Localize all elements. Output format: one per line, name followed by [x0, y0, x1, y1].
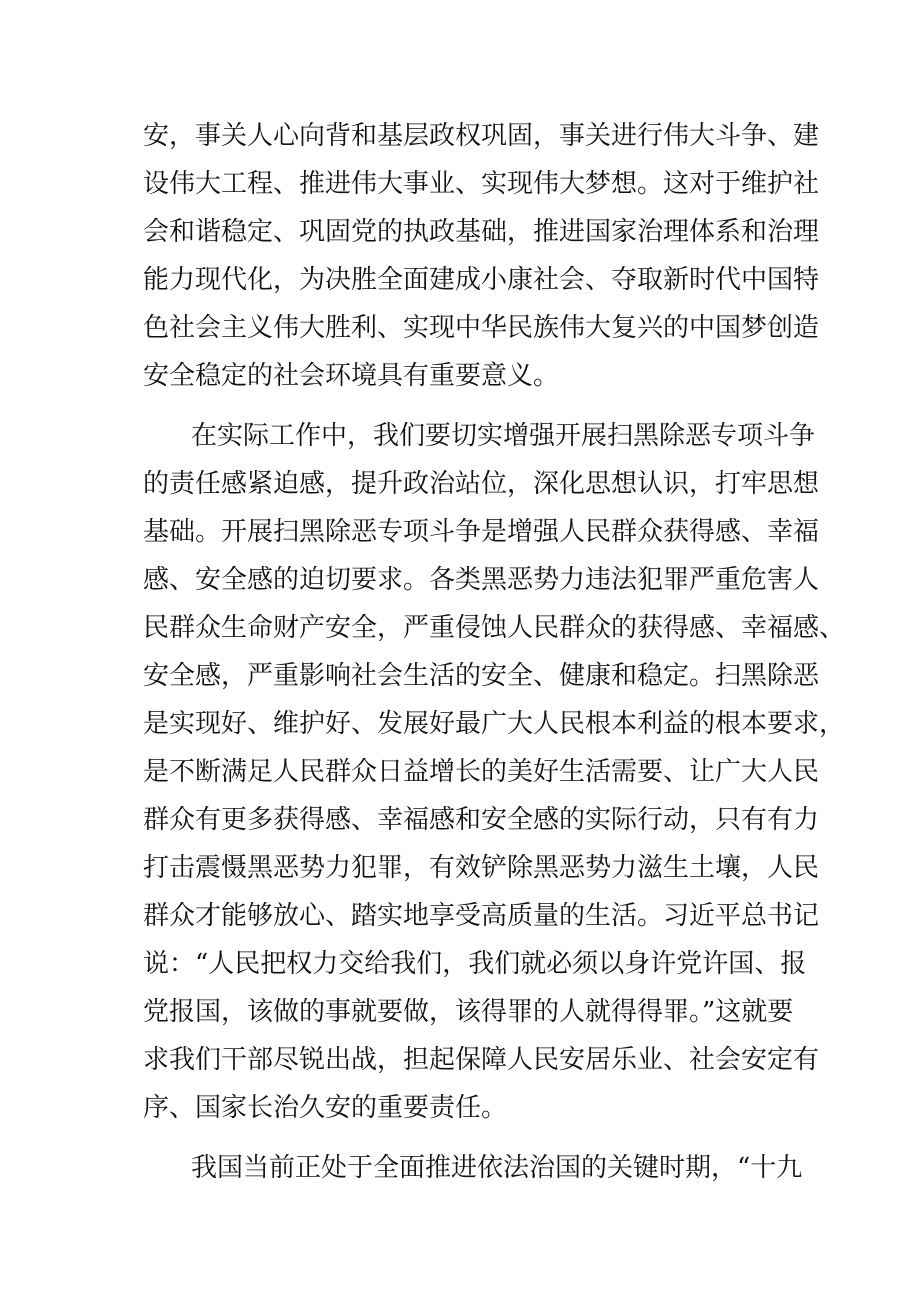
text-line: 能力现代化，为决胜全面建成小康社会、夺取新时代中国特	[143, 265, 820, 295]
text-line: 色社会主义伟大胜利、实现中华民族伟大复兴的中国梦创造	[143, 313, 820, 343]
paragraph-gap	[143, 1132, 783, 1144]
text-line: 安全感，严重影响社会生活的安全、健康和稳定。扫黑除恶	[143, 661, 820, 691]
text-line: 安全稳定的社会环境具有重要意义。	[143, 361, 560, 391]
text-line: 群众才能够放心、踏实地享受高质量的生活。习近平总书记	[143, 901, 820, 931]
text-line: 群众有更多获得感、幸福感和安全感的实际行动，只有有力	[143, 805, 820, 835]
text-line: 会和谐稳定、巩固党的执政基础，推进国家治理体系和治理	[143, 217, 820, 247]
text-line: 是不断满足人民群众日益增长的美好生活需要、让广大人民	[143, 757, 820, 787]
text-line: 基础。开展扫黑除恶专项斗争是增强人民群众获得感、幸福	[143, 517, 820, 547]
text-line: 是实现好、维护好、发展好最广大人民根本利益的根本要求，	[143, 709, 846, 739]
text-line: 民群众生命财产安全，严重侵蚀人民群众的获得感、幸福感、	[143, 613, 846, 643]
document-body	[143, 112, 846, 1192]
text-line: 的责任感紧迫感，提升政治站位，深化思想认识，打牢思想	[143, 469, 820, 499]
text-line: 安，事关人心向背和基层政权巩固，事关进行伟大斗争、建	[143, 121, 820, 151]
text-line: 序、国家长治久安的重要责任。	[143, 1093, 508, 1123]
paragraph-1	[143, 112, 820, 400]
paragraph-gap	[143, 400, 783, 412]
text-line: 打击震慑黑恶势力犯罪，有效铲除黑恶势力滋生土壤，人民	[143, 853, 820, 883]
text-line: 党报国，该做的事就要做，该得罪的人就得得罪。”这就要	[143, 997, 794, 1027]
text-line: 说：“人民把权力交给我们，我们就必须以身许党许国、报	[143, 949, 807, 979]
text-line: 我国当前正处于全面推进依法治国的关键时期，“十九	[191, 1153, 803, 1183]
text-line: 设伟大工程、推进伟大事业、实现伟大梦想。这对于维护社	[143, 169, 820, 199]
text-line: 感、安全感的迫切要求。各类黑恶势力违法犯罪严重危害人	[143, 565, 820, 595]
paragraph-3	[143, 1144, 803, 1192]
paragraph-2	[143, 412, 846, 1132]
text-line: 在实际工作中，我们要切实增强开展扫黑除恶专项斗争	[191, 421, 816, 451]
text-line: 求我们干部尽锐出战，担起保障人民安居乐业、社会安定有	[143, 1045, 820, 1075]
